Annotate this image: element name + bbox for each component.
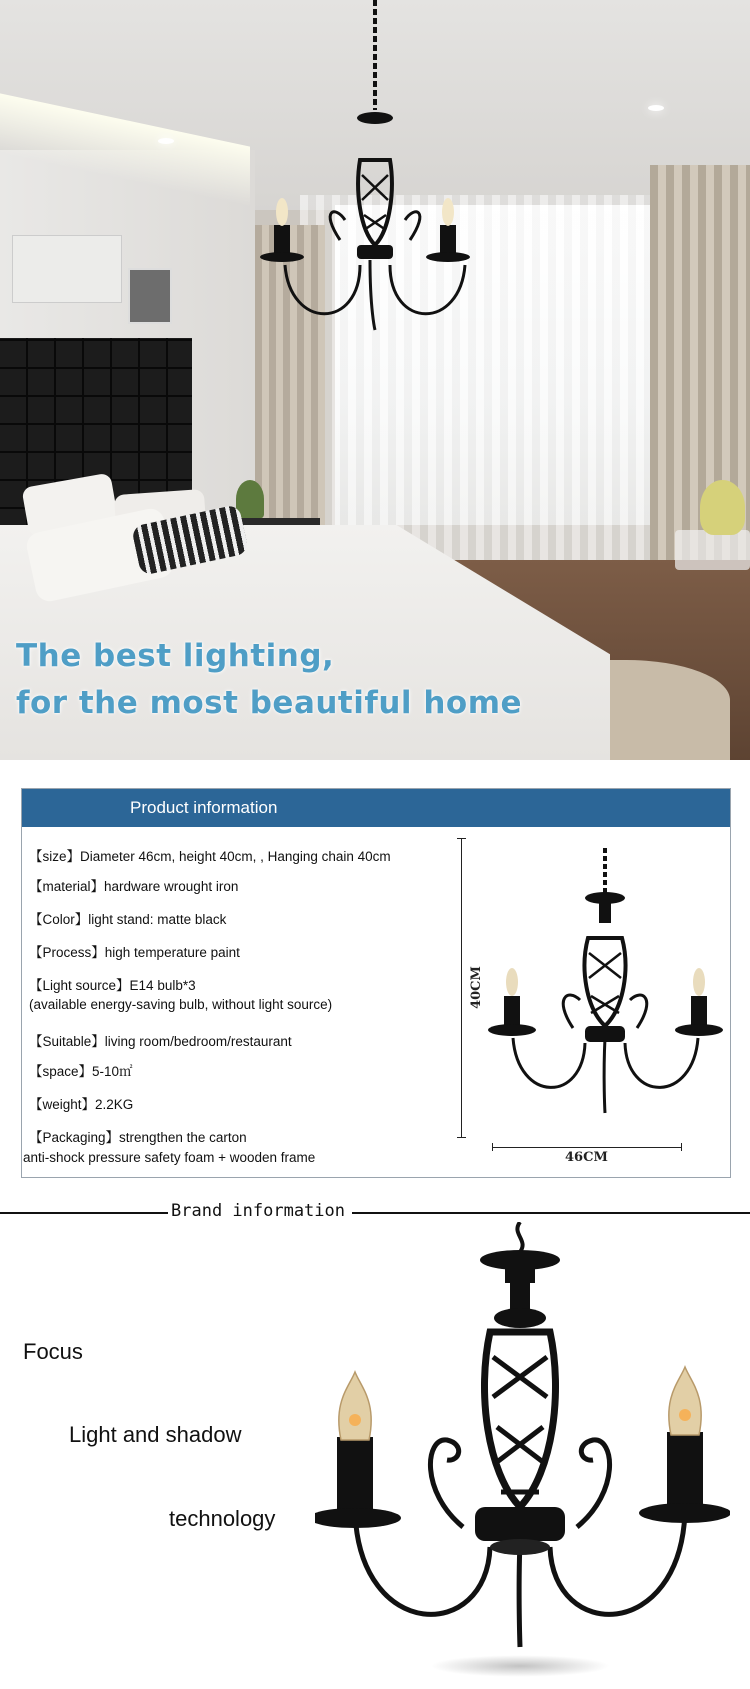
brand-section-title: Brand information [171,1201,345,1221]
spec-key: 【Light source】 [29,978,130,993]
spec-row-suitable [29,1030,292,1050]
spec-row-space [29,1060,133,1080]
spec-key: 【Packaging】 [29,1130,120,1145]
spec-value: Diameter 46cm, height 40cm, , Hanging chain 40cm [80,849,391,864]
chandelier-closeup-image [315,1222,730,1662]
spec-key: 【weight】 [29,1097,96,1112]
product-info-title: Product information [130,798,278,817]
height-dimension-label: 40CM [468,966,484,1009]
spec-key: 【material】 [29,879,105,894]
spec-value: living room/bedroom/restaurant [104,1034,292,1049]
spec-row-packaging [29,1126,247,1146]
spec-value: high temperature paint [104,945,240,960]
brand-tagline-focus: Focus [23,1339,83,1364]
height-dimension-tick [457,838,466,839]
height-dimension-tick [457,1137,466,1138]
spec-value: E14 bulb*3 [129,978,196,993]
ceiling-spotlight [648,105,664,111]
spec-row-weight [29,1093,133,1113]
wall-art-photo [128,268,172,324]
ceiling-spotlight [158,138,174,144]
side-table [675,530,750,570]
hero-banner [0,0,750,760]
spec-key: 【space】 [29,1064,93,1079]
spec-row-process [29,941,240,961]
spec-row-size [29,845,391,865]
chandelier-image [260,0,490,335]
chandelier-diagram-image [488,848,723,1118]
divider-line [352,1212,750,1214]
spec-value: hardware wrought iron [104,879,239,894]
brand-tagline-light-shadow: Light and shadow [69,1422,242,1447]
hero-headline-line1: The best lighting, [16,638,335,674]
spec-value: (available energy-saving bulb, without light source) [29,997,333,1012]
wall-art-trees [12,235,122,303]
spec-key: 【Color】 [29,912,89,927]
brand-tagline-technology: technology [169,1506,276,1531]
spec-row-light-source [29,974,196,994]
spec-key: 【Suitable】 [29,1034,105,1049]
spec-row-light-note [29,997,332,1012]
width-dimension-label: 46CM [565,1150,608,1165]
spec-value: light stand: matte black [88,912,227,927]
product-info-header [22,789,730,827]
spec-row-color [29,908,226,928]
spec-value: anti-shock pressure safety foam + wooden frame [23,1150,316,1165]
spec-value: 5-10㎡ [92,1064,133,1079]
hero-headline-line2: for the most beautiful home [16,685,523,721]
divider-line [0,1212,168,1214]
width-dimension-tick [492,1143,493,1151]
spec-key: 【size】 [29,849,81,864]
width-dimension-tick [681,1143,682,1151]
vase [700,480,745,535]
spec-key: 【Process】 [29,945,105,960]
width-dimension-line [492,1147,682,1148]
height-dimension-line [461,838,462,1138]
spec-value: 2.2KG [95,1097,134,1112]
spec-row-material [29,875,238,895]
spec-row-packaging-note [23,1150,315,1165]
spec-value: strengthen the carton [119,1130,247,1145]
